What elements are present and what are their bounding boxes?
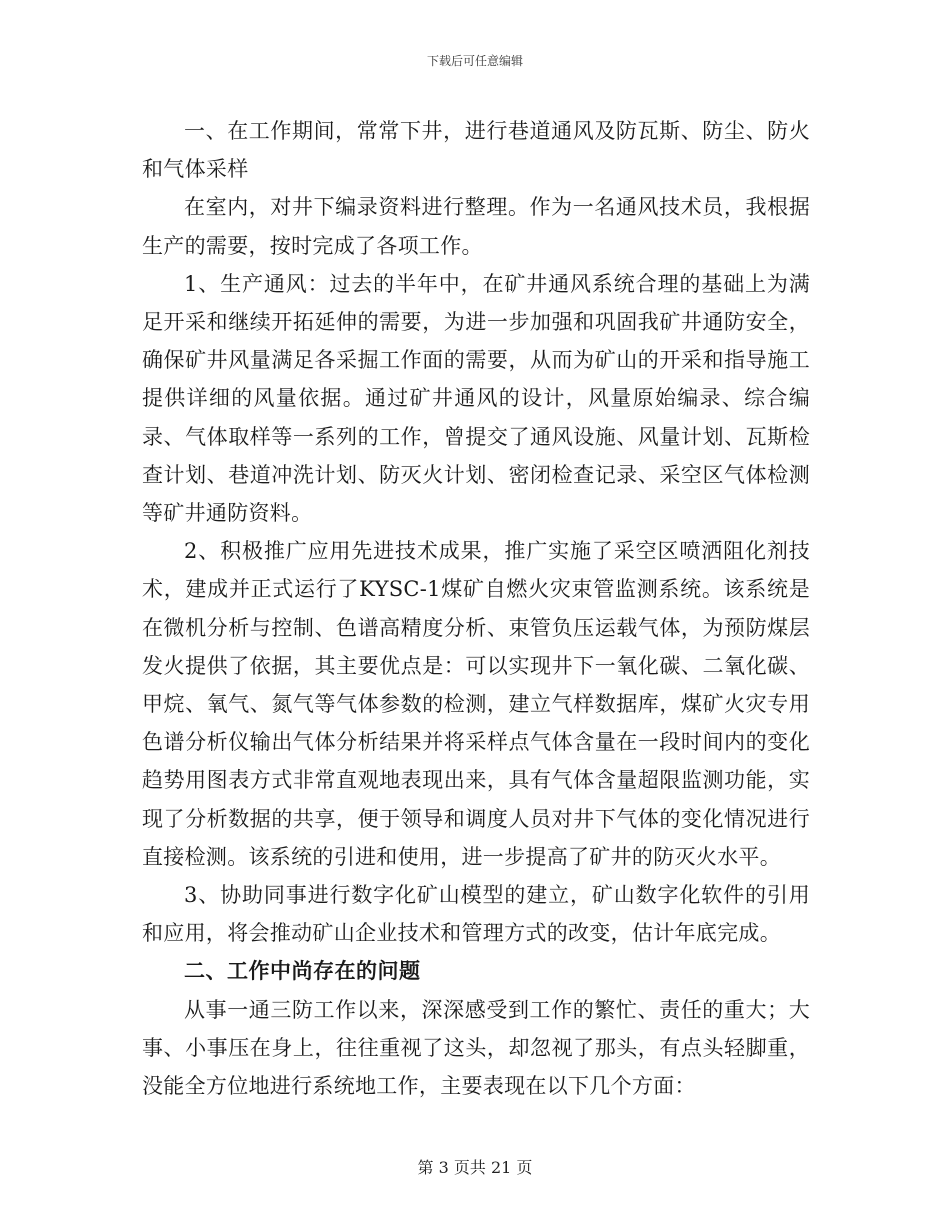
page-number: 第 3 页共 21 页 xyxy=(417,1158,533,1177)
page-header-note: 下载后可任意编辑 xyxy=(426,54,523,68)
paragraph-indoor-work: 在室内，对井下编录资料进行整理。作为一名通风技术员，我根据生产的需要，按时完成了各项工作。 xyxy=(142,195,810,258)
paragraph-technology-promotion: 2、积极推广应用先进技术成果，推广实施了采空区喷洒阻化剂技术，建成并正式运行了KYSC-1煤矿自燃火灾束管监测系统。该系统是在微机分析与控制、色谱高精度分析、束管负压运载气体，为预防煤层发火提供了依据，其主要优点是：可以实现井下一氧化碳、二氧化碳、甲烷、氧气、氮气等气体参数的检测，建立气样数据库，煤矿火灾专用色谱分析仪输出气体分析结果并将采样点气体含量在一段时间内的变化趋势用图表方式非常直观地表现出来，具有气体含量超限监测功能，实现了分析数据的共享，便于领导和调度人员对井下气体的变化情况进行直接检测。该系统的引进和使用，进一步提高了矿井的防灭火水平。 xyxy=(142,539,810,869)
paragraph-production-ventilation: 1、生产通风：过去的半年中，在矿井通风系统合理的基础上为满足开采和继续开拓延伸的需要，为进一步加强和巩固我矿井通防安全，确保矿井风量满足各采掘工作面的需要，从而为矿山的开采和指导施工提供详细的风量依据。通过矿井通风的设计，风量原始编录、综合编录、气体取样等一系列的工作，曾提交了通风设施、风量计划、瓦斯检查计划、巷道冲洗计划、防灭火计划、密闭检查记录、采空区气体检测等矿井通防资料。 xyxy=(142,271,810,526)
section-heading-problems: 二、工作中尚存在的问题 xyxy=(184,959,421,984)
paragraph-problems-intro: 从事一通三防工作以来，深深感受到工作的繁忙、责任的重大；大事、小事压在身上，往往重视了这头，却忽视了那头，有点头轻脚重，没能全方位地进行系统地工作，主要表现在以下几个方面： xyxy=(142,997,810,1099)
document-body xyxy=(142,112,810,1105)
paragraph-work-period: 一、在工作期间，常常下井，进行巷道通风及防瓦斯、防尘、防火和气体采样 xyxy=(142,119,810,182)
paragraph-digital-mine: 3、协助同事进行数字化矿山模型的建立，矿山数字化软件的引用和应用，将会推动矿山企业技术和管理方式的改变，估计年底完成。 xyxy=(142,883,810,946)
